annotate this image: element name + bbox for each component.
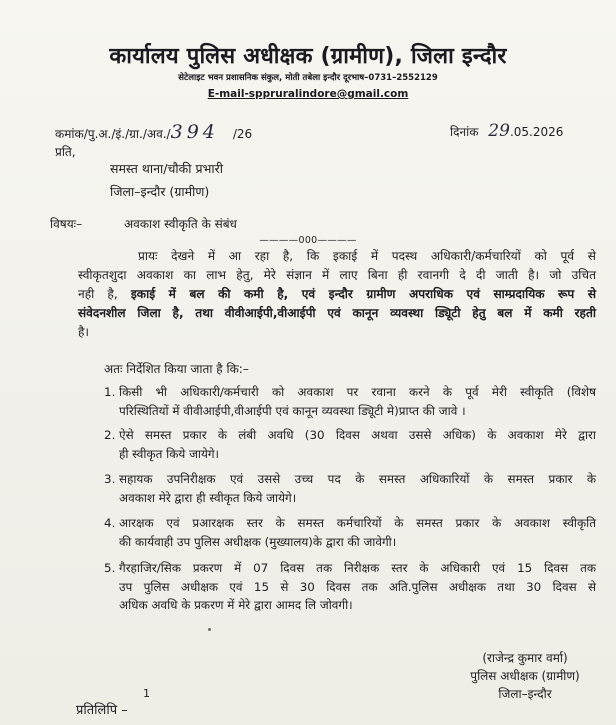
item-line: ऐसे समस्त प्रकार के लंबी अवधि (30 दिवस अथवा उससे अधिक) के अवकाश मेरे द्वारा bbox=[119, 428, 596, 442]
directive-line: अतः निर्देशित किया जाता है कि:– bbox=[104, 362, 249, 376]
subject-label: विषयः– bbox=[50, 217, 83, 231]
body-line: संवेदनशील जिला है, तथा वीवीआईपी,वीआईपी एवं कानून व्यवस्था ड्यिूटी हेतु बल में कमी रहती bbox=[78, 306, 596, 320]
reference-prefix: कमांक/पु.अ./इं./ग्रा./अव./ bbox=[55, 127, 171, 141]
body-line: प्रायः देखने में आ रहा है, कि इकाई में पदस्थ अधिकारी/कर्मचारियों को पूर्व से bbox=[138, 249, 596, 263]
office-title: कार्यालय पुलिस अधीक्षक (ग्रामीण), जिला इन्दौर bbox=[109, 44, 507, 69]
item-number: 3. bbox=[104, 472, 116, 486]
item-line: किसी भी अधिकारी/कर्मचारी को अवकाश पर रवाना करने के पूर्व मेरी स्वीकृति (विशेष bbox=[119, 385, 596, 399]
item-number: 4. bbox=[104, 516, 116, 530]
item-number: 1. bbox=[104, 385, 116, 399]
page-mark: 1 bbox=[143, 687, 150, 700]
item-line: की कार्यवाही उप पुलिस अधीक्षक (मुख्यालय)के द्वारा की जावेगी। bbox=[119, 534, 397, 549]
item-line: अधिक अवधि के प्रकरण में मेरे द्वारा आमद लि जोवगी। bbox=[119, 598, 353, 612]
subject-text: अवकाश स्वीकृति के संबंध bbox=[124, 217, 237, 231]
letter-date bbox=[450, 121, 563, 141]
date-label: दिनांक bbox=[450, 125, 479, 139]
copy-to-label: प्रतिलिपि – bbox=[76, 703, 128, 718]
reference-number bbox=[55, 121, 252, 143]
body-emphasis: इकाई में बल की कमी है, एवं इन्दौर ग्रामीण अपराधिक एवं साम्प्रदायिक रूप से bbox=[130, 287, 596, 301]
prati-label: प्रति, bbox=[55, 145, 76, 159]
item-line: अवकाश मेरे द्वारा ही स्वीकृत किये जायेगे। bbox=[119, 490, 297, 505]
recipient-line-2: जिला–इन्दौर (ग्रामीण) bbox=[110, 184, 210, 199]
item-number: 5. bbox=[104, 561, 116, 575]
section-divider: ————000———— bbox=[259, 235, 357, 246]
office-email: E-mail-sppruralindore@gmail.com bbox=[207, 88, 409, 100]
reference-handwritten-number: 394 bbox=[170, 121, 219, 143]
item-line: उप पुलिस अधीक्षक एवं 15 से 30 दिवस तक अति.पुलिस अधीक्षक तथा 30 दिवस से bbox=[119, 579, 596, 594]
date-handwritten-day: 29 bbox=[488, 121, 510, 141]
body-paragraph bbox=[78, 247, 596, 342]
reference-suffix: /26 bbox=[232, 127, 253, 141]
scan-speck bbox=[208, 628, 211, 631]
item-line: गैरहाजिर/सिक प्रकरण में 07 दिवस तक निरीक्षक स्तर के अधिकारी एवं 15 दिवस तक bbox=[119, 561, 596, 575]
body-text: नही है, bbox=[78, 287, 131, 301]
date-rest: .05.2026 bbox=[509, 125, 564, 139]
item-number: 2. bbox=[104, 428, 116, 442]
body-line: है। bbox=[78, 325, 90, 339]
signatory-name: (राजेन्द्र कुमार वर्मा) bbox=[482, 651, 568, 665]
body-line: स्वीकृतशुदा अवकाश का लाभ हेतु, मेरे संज्ञान में लाए बिना ही रवानगी दे दी जाती है। जो उचित bbox=[78, 268, 596, 282]
recipient-line-1: समस्त थाना/चौकी प्रभारी bbox=[110, 161, 223, 176]
item-line: सहायक उपनिरीक्षक एवं उससे उच्च पद के समस्त अधिकारियों के समस्त प्रकार के bbox=[119, 472, 596, 486]
item-line: आरक्षक एवं प्रआरक्षक स्तर के समस्त कर्मचारियों के समस्त प्रकार के अवकाश स्वीकृति bbox=[119, 516, 596, 530]
body-line bbox=[78, 285, 596, 304]
item-line: परिस्थितियों में वीवीआईपी,वीआईपी एवं कानून व्यवस्था ड्यिूटी मे)प्राप्त की जावे । bbox=[119, 403, 466, 418]
office-address: सेटेलाइट भवन प्रशासनिक संकुल, मोती तबेला इन्दौर दूरभाष–0731–2552129 bbox=[178, 73, 438, 83]
signatory-district: जिला–इन्दौर bbox=[498, 687, 552, 701]
signatory-designation: पुलिस अधीक्षक (ग्रामीण) bbox=[470, 669, 580, 683]
item-line: ही स्वीकृत किये जायेगे। bbox=[119, 446, 220, 461]
